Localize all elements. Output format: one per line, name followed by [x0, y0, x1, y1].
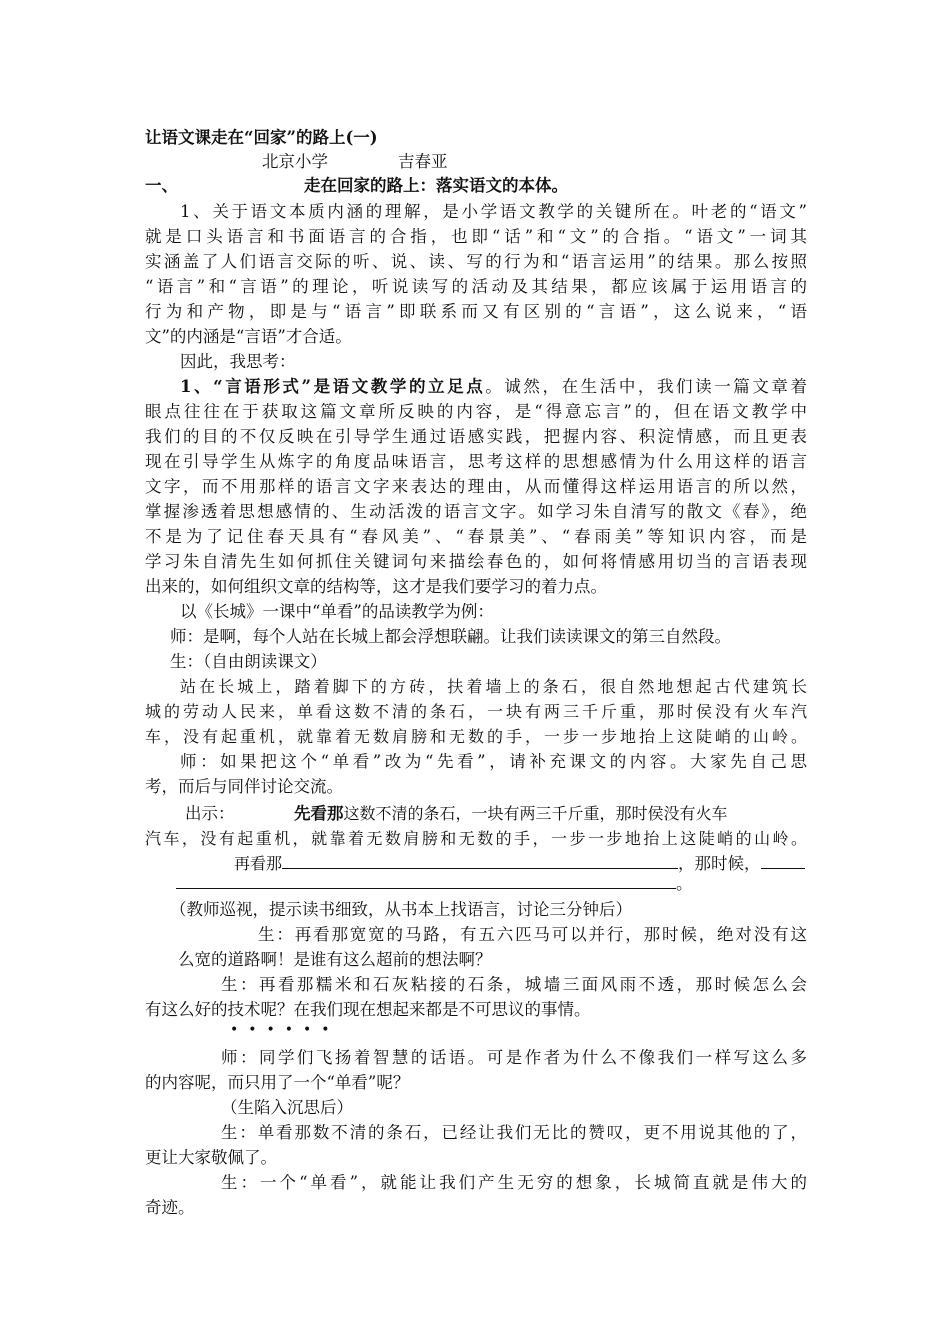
p1-line: 1、关于语文本质内涵的理解，是小学语文教学的关键所在。叶老的“语文”: [180, 202, 807, 221]
student-line: 生：单看那数不清的条石，已经让我们无比的赞叹，更不用说其他的了，: [221, 1123, 807, 1142]
fill-in-line: [176, 872, 693, 896]
show-then: ，那时候，: [678, 854, 761, 873]
teacher-line: 师：同学们飞扬着智慧的话语。可是作者为什么不像我们一样写这么多: [221, 1048, 807, 1067]
p1-line: “语言”和“言语”的理论，听说读写的活动及其结果，都应该属于运用语言的: [145, 277, 807, 296]
p3-line: [180, 375, 807, 399]
p3-line: 我们的目的不仅反映在引导学生通过语感实践，把握内容、积淀情感，而且更表: [145, 427, 807, 446]
teacher-line: 师：如果把这个“单看”改为“先看”，请补充课文的内容。大家先自己思: [180, 752, 807, 771]
p4-line: 以《长城》一课中“单看”的品读教学为例：: [180, 602, 494, 621]
p3-line: 文字，而不用那样的语言文字来表达的理由，从而懂得这样运用语言的所以然，: [145, 477, 807, 496]
note-line: （生陷入沉思后）: [221, 1098, 353, 1117]
p3-line: 掌握渗透着思想感情的、生动活泼的语言文字。如学习朱自清写的散文《春》，绝: [145, 502, 807, 521]
section-number: 一、: [145, 176, 178, 195]
student-line: 生：再看那宽宽的马路，有五六匹马可以并行，那时候，绝对没有这: [258, 925, 807, 944]
p1-line: 就是口头语言和书面语言的合指，也即“话”和“文”的合指。“语文”一词其: [145, 227, 807, 246]
teacher-line: 考，而后与同伴讨论交流。: [145, 777, 343, 796]
document-title: 让语文课走在“回家”的路上(一): [145, 128, 378, 147]
show-bold: 先看那: [294, 804, 344, 823]
show-text: 这数不清的条石，一块有两三千斤重，那时侯没有火车: [343, 804, 728, 823]
p3-line: 眼点往往在于获取这篇文章所反映的内容，是“得意忘言”的，但在语文教学中: [145, 402, 807, 421]
student-line: 生：一个“单看”，就能让我们产生无穷的想象，长城简直就是伟大的: [221, 1173, 807, 1192]
teacher-line: 的内容呢，而只用了一个“单看”呢？: [145, 1073, 410, 1092]
p1-line: 行为和产物，即是与“语言”即联系而又有区别的“言语”，这么说来，“语: [145, 302, 807, 321]
p2-line: 因此，我思考：: [180, 352, 296, 371]
show-line: [294, 802, 728, 826]
student-line: 生：（自由朗读课文）: [170, 652, 327, 671]
blank-line: [761, 852, 805, 869]
note-line: （教师巡视，提示读书细致，从书本上找语言，讨论三分钟后）: [170, 900, 632, 919]
quote-line: 站在长城上，踏着脚下的方砖，扶着墙上的条石，很自然地想起古代建筑长: [180, 677, 807, 696]
show-again: 再看那: [234, 854, 283, 873]
p3-bold-lead: 1、“言语形式”是语文教学的立足点: [180, 377, 486, 396]
section-heading: 走在回家的路上：落实语文的本体。: [304, 176, 568, 195]
p1-line: 实涵盖了人们语言交际的听、说、读、写的行为和“语言运用”的结果。那么按照: [145, 252, 807, 271]
teacher-line: 师：是啊，每个人站在长城上都会浮想联翩。让我们读读课文的第三自然段。: [170, 627, 731, 646]
blank-line: [176, 872, 676, 889]
show-line: 汽车，没有起重机，就靠着无数肩膀和无数的手，一步一步地抬上这陡峭的山岭。: [145, 829, 807, 848]
student-line: 更让大家敬佩了。: [145, 1148, 277, 1167]
student-line: 生：再看那糯米和石灰粘接的石条，城墙三面风雨不透，那时候怎么会: [221, 975, 807, 994]
p3-line: 出来的，如何组织文章的结构等，这才是我们要学习的着力点。: [145, 577, 607, 596]
p3-line: 现在引导学生从炼字的角度品味语言，思考这样的思想感情为什么用这样的语言: [145, 452, 807, 471]
quote-line: 城的劳动人民来，单看这数不清的条石，一块有两三千斤重，那时侯没有火车汽: [145, 702, 807, 721]
blank-line: [282, 852, 678, 869]
quote-line: 车，没有起重机，就靠着无数肩膀和无数的手，一步一步地抬上这陡峭的山岭。: [145, 727, 807, 746]
p3-line: 不是为了记住春天具有“春风美”、“春景美”、“春雨美”等知识内容，而是: [145, 527, 807, 546]
byline-author: 吉春亚: [398, 152, 448, 171]
show-end: 。: [676, 874, 693, 893]
p3-line: 学习朱自清先生如何抓住关键词句来描绘春色的，如何将情感用切当的言语表现: [145, 552, 807, 571]
show-label: 出示：: [185, 804, 235, 823]
ellipsis-dots: ••••••: [230, 1022, 340, 1038]
byline-school: 北京小学: [262, 152, 328, 171]
student-line: 有这么好的技术呢？在我们现在想起来都是不可思议的事情。: [145, 1000, 591, 1019]
student-line: 么宽的道路啊！是谁有这么超前的想法啊？: [178, 950, 492, 969]
p3-lead-rest: 。诚然，在生活中，我们读一篇文章着: [485, 377, 808, 396]
student-line: 奇迹。: [145, 1198, 195, 1217]
p1-line: 文”的内涵是“言语”才合适。: [145, 327, 352, 346]
